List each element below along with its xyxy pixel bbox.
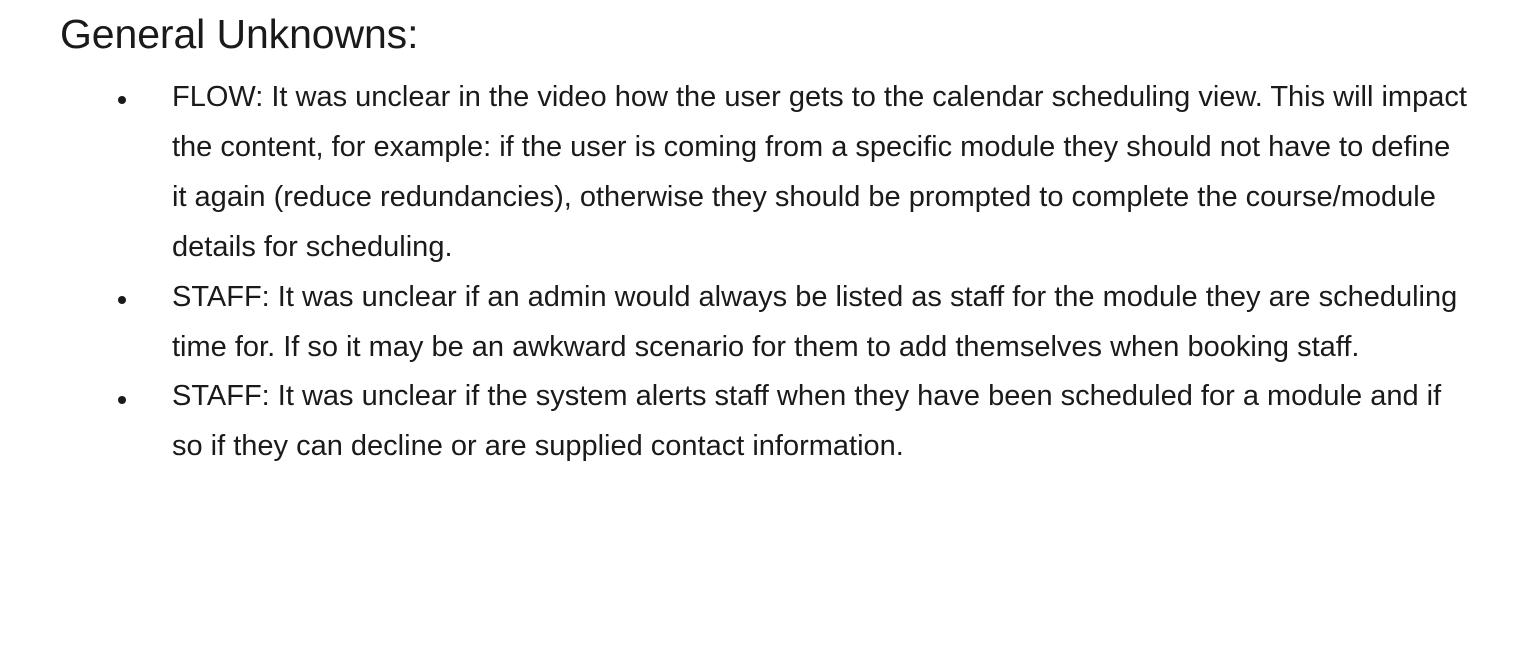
list-item	[0, 372, 1528, 472]
list-item-text: FLOW: It was unclear in the video how the user gets to the calendar scheduling view. This will impact the content, for example: if the user is coming from a specific module they should not have to define it again (reduce redundancies), otherwise they should be prompted to complete the course/module details for scheduling.	[172, 81, 1467, 263]
list-item	[0, 273, 1528, 373]
bullet-dot-icon	[118, 296, 126, 304]
bullet-dot-icon	[118, 96, 126, 104]
list-item-text: STAFF: It was unclear if the system alerts staff when they have been scheduled for a module and if so if they can decline or are supplied contact information.	[172, 380, 1442, 463]
list-item	[0, 73, 1528, 273]
unknowns-list	[0, 73, 1528, 472]
bullet-dot-icon	[118, 396, 126, 404]
page-title: General Unknowns:	[60, 11, 419, 57]
list-item-text: STAFF: It was unclear if an admin would always be listed as staff for the module they are scheduling time for. If so it may be an awkward scenario for them to add themselves when booking staff.	[172, 280, 1458, 363]
